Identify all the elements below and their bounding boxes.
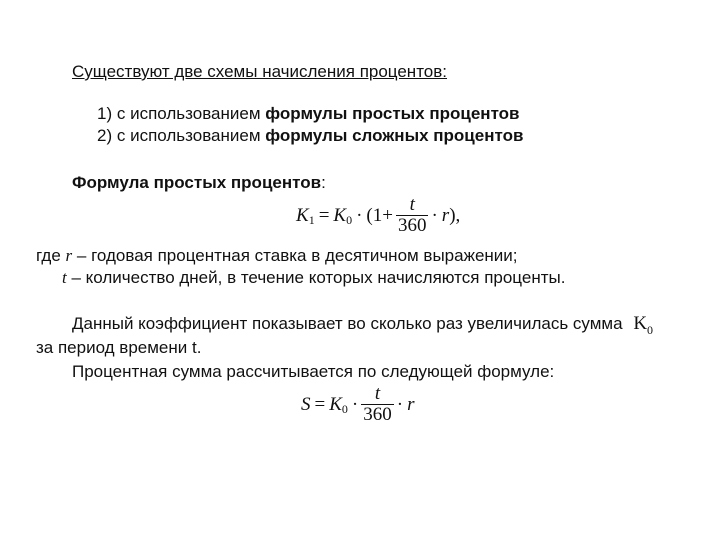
definition-r xyxy=(36,246,518,266)
intro-text: Существуют две схемы начисления процентов: xyxy=(72,62,448,81)
fraction-numerator: t xyxy=(409,194,415,215)
formula-k: K xyxy=(333,204,347,226)
scheme-number: 2) xyxy=(97,126,113,145)
formula-k-subscript: 0 xyxy=(346,213,353,227)
formula-lhs: S xyxy=(301,393,311,415)
interest-amount-text: Процентная сумма рассчитывается по следующей формуле: xyxy=(72,362,555,381)
fraction-numerator: t xyxy=(374,383,381,404)
coefficient-period: за период времени t. xyxy=(36,338,202,357)
scheme-item-1 xyxy=(97,104,520,124)
definition-text: – количество дней, в течение которых начисляются проценты. xyxy=(66,268,566,287)
formula-fraction xyxy=(396,195,429,236)
formula-dot: · xyxy=(431,204,438,226)
formula-lhs: K xyxy=(296,204,309,226)
definition-t xyxy=(62,268,565,288)
formula-r: r xyxy=(441,204,450,226)
coefficient-text xyxy=(72,314,653,335)
definition-variable: t xyxy=(62,268,67,287)
formula-close: ), xyxy=(449,204,461,226)
formula-lhs-subscript: 1 xyxy=(308,213,315,227)
formula-dot: · xyxy=(351,393,359,415)
heading-bold: Формула простых процентов xyxy=(72,173,322,192)
scheme-name: формулы сложных процентов xyxy=(265,126,524,145)
simple-interest-heading xyxy=(72,173,326,193)
formula-dot: · xyxy=(356,204,363,226)
definition-text: – годовая процентная ставка в десятичном выражении; xyxy=(72,246,518,265)
scheme-prefix: с использованием xyxy=(116,104,266,123)
definition-variable: r xyxy=(65,246,73,265)
formula-fraction xyxy=(361,384,394,425)
coefficient-line: Данный коэффициент показывает во сколько раз увеличилась сумма xyxy=(72,314,623,333)
heading-colon: : xyxy=(321,173,326,192)
scheme-prefix: с использованием xyxy=(116,126,266,145)
fraction-denominator: 360 xyxy=(363,404,392,425)
formula-open: (1+ xyxy=(366,204,393,226)
formula-dot: · xyxy=(396,393,404,415)
formula-interest-amount xyxy=(301,384,414,425)
scheme-name: формулы простых процентов xyxy=(265,104,520,123)
formula-r: r xyxy=(407,393,415,415)
fraction-denominator: 360 xyxy=(397,215,427,236)
scheme-item-2 xyxy=(97,126,523,146)
formula-simple-interest xyxy=(296,195,460,236)
formula-k-subscript: 0 xyxy=(341,402,348,416)
formula-k: K xyxy=(329,393,342,415)
coefficient-k: $K_0$ xyxy=(633,313,654,337)
scheme-number: 1) xyxy=(97,104,113,123)
definition-prefix: где xyxy=(36,246,66,265)
formula-equals: = xyxy=(318,204,330,226)
coefficient-k-subscript: 0 xyxy=(647,323,654,337)
formula-equals: = xyxy=(314,393,326,415)
